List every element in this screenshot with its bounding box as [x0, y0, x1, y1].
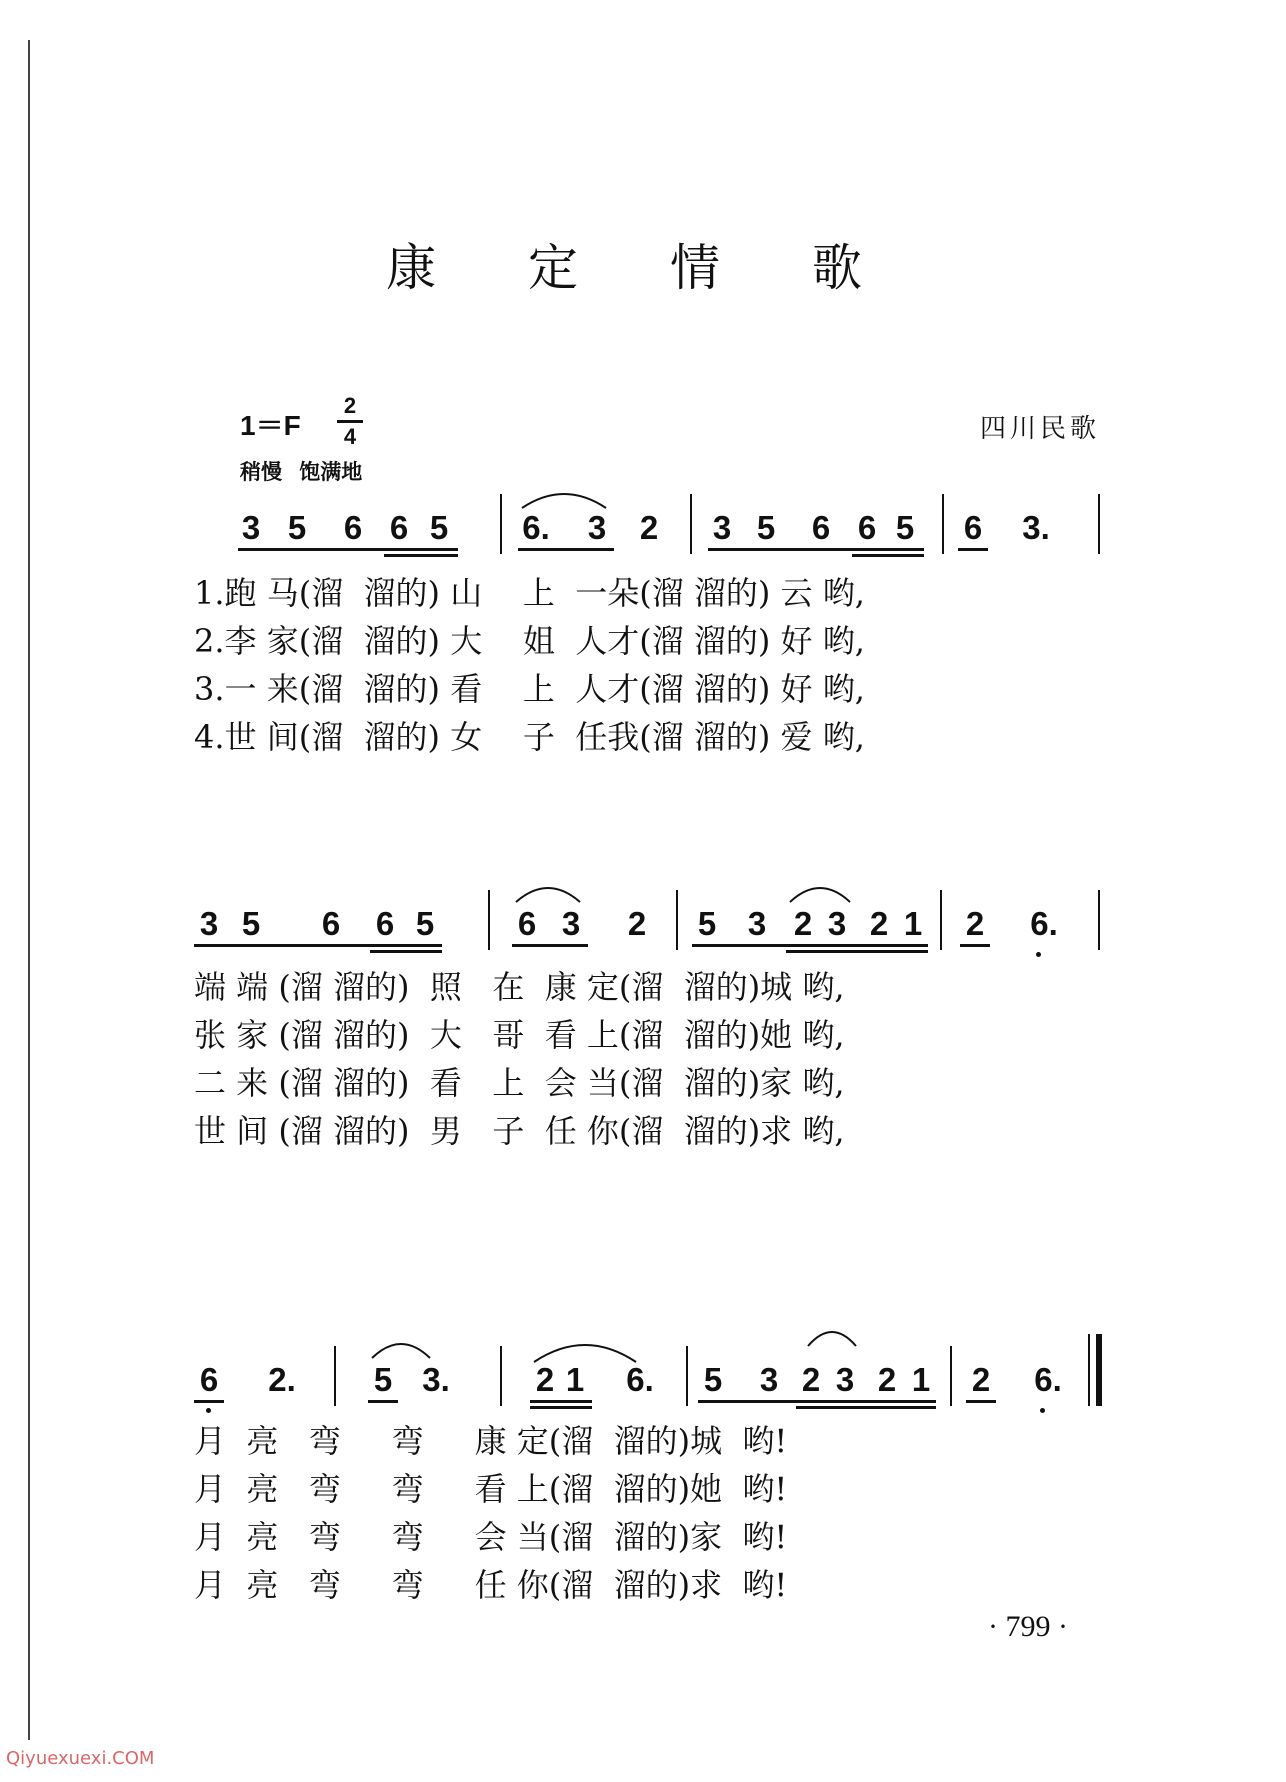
note: 5: [373, 1361, 393, 1398]
tie-slur: [368, 1336, 434, 1360]
note: 6: [963, 509, 983, 546]
key-signature: 1＝F: [240, 410, 301, 441]
underline-eighth: [692, 944, 928, 947]
tie-slur: [518, 486, 610, 510]
barline: [686, 1346, 688, 1406]
underline-eighth: [958, 548, 988, 551]
note: 5: [415, 905, 435, 942]
underline-sixteenth: [786, 950, 928, 953]
note: 6: [857, 509, 877, 546]
note: 3: [835, 1361, 855, 1398]
lyric-line-verse-2: 2.李 家(溜 溜的) 大 姐 人才(溜 溜的) 好 哟,: [194, 622, 865, 660]
lower-octave-dot: [206, 1408, 211, 1413]
underline-eighth: [708, 548, 924, 551]
lyric-line-verse-2: 月 亮 弯 弯 看 上(溜 溜的)她 哟!: [194, 1470, 788, 1508]
underline-eighth: [368, 1400, 398, 1403]
song-source: 四川民歌: [980, 414, 1101, 444]
time-signature-top: 2: [343, 393, 357, 418]
underline-eighth: [512, 944, 588, 947]
underline-eighth: [960, 944, 990, 947]
note: 3: [827, 905, 847, 942]
note: 3: [759, 1361, 779, 1398]
barline: [942, 494, 944, 554]
lower-octave-dot: [1040, 1408, 1045, 1413]
time-signature: [337, 393, 363, 450]
note: 5: [241, 905, 261, 942]
lyric-line-verse-1: 月 亮 弯 弯 康 定(溜 溜的)城 哟!: [194, 1422, 788, 1460]
note: 3.: [422, 1361, 450, 1398]
barline: [500, 494, 502, 554]
note: 6: [811, 509, 831, 546]
note: 6: [343, 509, 363, 546]
lower-octave-dot: [1036, 952, 1041, 957]
note: 6: [375, 905, 395, 942]
song-title: 康 定 情 歌: [386, 239, 900, 297]
underline-eighth: [530, 1400, 592, 1403]
note: 3: [747, 905, 767, 942]
underline-sixteenth: [530, 1406, 592, 1409]
note: 2: [971, 1361, 991, 1398]
underline-sixteenth: [370, 950, 442, 953]
note: 5: [756, 509, 776, 546]
lyric-line-verse-1: 1.跑 马(溜 溜的) 山 上 一朵(溜 溜的) 云 哟,: [194, 574, 865, 612]
note: 6: [199, 1361, 219, 1398]
note: 6.: [626, 1361, 654, 1398]
note: 2.: [268, 1361, 296, 1398]
note: 1: [911, 1361, 931, 1398]
underline-sixteenth: [796, 1406, 936, 1409]
page-number: · 799 ·: [988, 1610, 1068, 1643]
note: 6.: [522, 509, 550, 546]
note: 1: [565, 1361, 585, 1398]
tie-slur: [804, 1324, 860, 1348]
note: 2: [801, 1361, 821, 1398]
barline: [1098, 494, 1100, 554]
note: 5: [697, 905, 717, 942]
note: 5: [287, 509, 307, 546]
barline: [690, 494, 692, 554]
underline-eighth: [194, 1400, 224, 1403]
note: 6.: [1030, 905, 1058, 942]
lyric-line-verse-3: 二 来 (溜 溜的) 看 上 会 当(溜 溜的)家 哟,: [194, 1064, 845, 1102]
final-barline-thin: [1088, 1334, 1090, 1406]
note: 5: [429, 509, 449, 546]
underline-eighth: [966, 1400, 996, 1403]
barline: [500, 1346, 502, 1406]
barline: [676, 890, 678, 950]
note: 6: [517, 905, 537, 942]
barline: [1098, 890, 1100, 950]
note: 6: [389, 509, 409, 546]
note: 2: [877, 1361, 897, 1398]
note: 3: [712, 509, 732, 546]
time-signature-bottom: 4: [343, 424, 357, 449]
lyric-line-verse-4: 4.世 间(溜 溜的) 女 子 任我(溜 溜的) 爱 哟,: [194, 718, 865, 756]
note: 5: [703, 1361, 723, 1398]
note: 3: [241, 509, 261, 546]
note: 2: [869, 905, 889, 942]
note: 5: [895, 509, 915, 546]
underline-eighth: [518, 548, 614, 551]
barline: [940, 890, 942, 950]
barline: [334, 1346, 336, 1406]
tempo-marking: 稍慢 饱满地: [240, 460, 363, 484]
underline-eighth: [698, 1400, 936, 1403]
note: 3.: [1022, 509, 1050, 546]
note: 3: [199, 905, 219, 942]
lyric-line-verse-3: 3.一 来(溜 溜的) 看 上 人才(溜 溜的) 好 哟,: [194, 670, 865, 708]
tie-slur: [512, 880, 584, 904]
tie-slur: [786, 880, 854, 904]
lyric-line-verse-4: 月 亮 弯 弯 任 你(溜 溜的)求 哟!: [194, 1566, 788, 1604]
note: 2: [639, 509, 659, 546]
note: 2: [793, 905, 813, 942]
tie-slur: [530, 1336, 640, 1364]
underline-eighth: [194, 944, 442, 947]
lyric-line-verse-1: 端 端 (溜 溜的) 照 在 康 定(溜 溜的)城 哟,: [194, 968, 845, 1006]
underline-eighth: [238, 548, 458, 551]
note: 1: [903, 905, 923, 942]
note: 2: [535, 1361, 555, 1398]
barline: [950, 1346, 952, 1406]
underline-sixteenth: [852, 554, 924, 557]
lyric-line-verse-4: 世 间 (溜 溜的) 男 子 任 你(溜 溜的)求 哟,: [194, 1112, 845, 1150]
note: 3: [587, 509, 607, 546]
site-watermark: Qiyuexuexi.COM: [6, 1748, 155, 1769]
time-signature-bar: [337, 420, 363, 423]
note: 3: [561, 905, 581, 942]
note: 6: [321, 905, 341, 942]
barline: [488, 890, 490, 950]
underline-sixteenth: [384, 554, 458, 557]
lyric-line-verse-2: 张 家 (溜 溜的) 大 哥 看 上(溜 溜的)她 哟,: [194, 1016, 845, 1054]
lyric-line-verse-3: 月 亮 弯 弯 会 当(溜 溜的)家 哟!: [194, 1518, 788, 1556]
note: 2: [627, 905, 647, 942]
note: 2: [965, 905, 985, 942]
note: 6.: [1034, 1361, 1062, 1398]
final-barline-thick: [1096, 1334, 1102, 1406]
